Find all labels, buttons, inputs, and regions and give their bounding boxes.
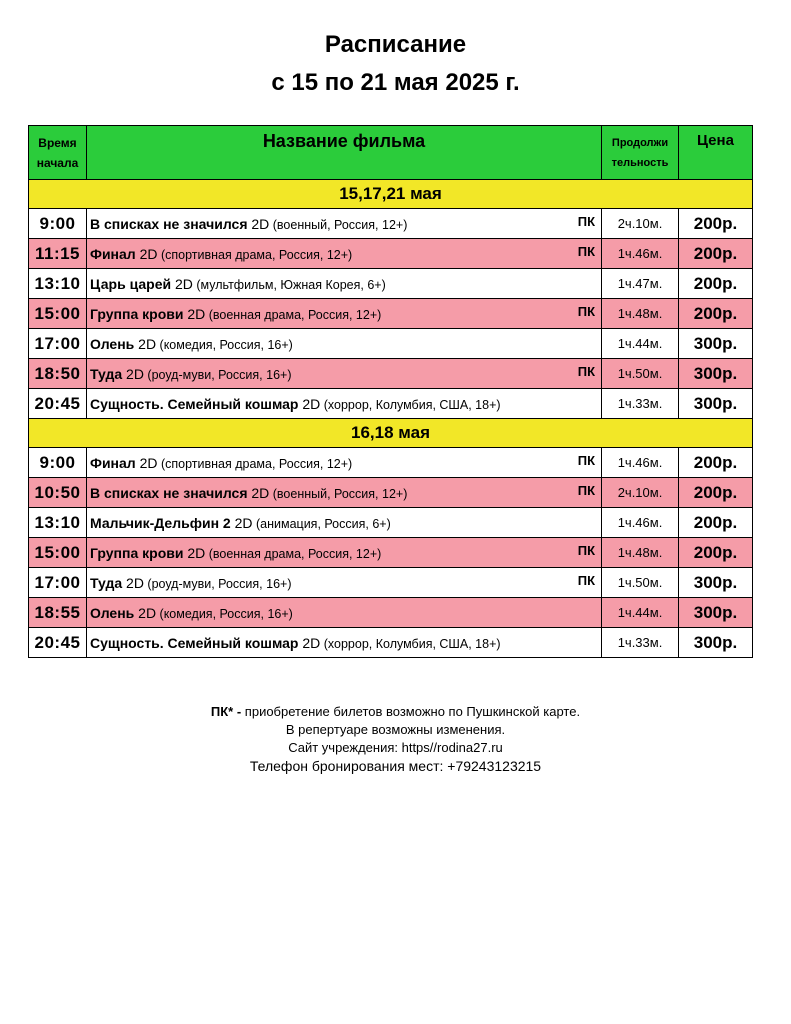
ticket-price: 200р. <box>679 239 753 269</box>
ticket-price: 200р. <box>679 269 753 299</box>
pushkin-card-badge: ПК <box>577 214 595 229</box>
duration: 1ч.46м. <box>602 239 679 269</box>
duration: 1ч.44м. <box>602 598 679 628</box>
start-time: 17:00 <box>29 568 87 598</box>
film-format: 2D <box>183 544 206 561</box>
duration: 1ч.47м. <box>602 269 679 299</box>
table-row <box>29 568 753 598</box>
pushkin-card-badge: ПК <box>577 304 595 319</box>
film-title: Группа крови <box>90 305 184 322</box>
film-format: 2D <box>122 574 144 591</box>
film-cell <box>87 478 602 508</box>
film-format: 2D <box>134 335 157 352</box>
table-row <box>29 359 753 389</box>
table-row <box>29 239 753 269</box>
duration: 1ч.48м. <box>602 538 679 568</box>
film-details: (военная драма, Россия, 12+) <box>205 546 382 561</box>
film-cell <box>87 628 602 658</box>
ticket-price: 200р. <box>679 538 753 568</box>
film-cell <box>87 598 602 628</box>
start-time: 13:10 <box>29 508 87 538</box>
booking-phone: Телефон бронирования мест: +79243123215 <box>249 758 542 774</box>
date-section-header <box>29 419 753 448</box>
ticket-price: 300р. <box>679 359 753 389</box>
film-cell <box>87 448 602 478</box>
pushkin-card-badge: ПК <box>577 453 595 468</box>
table-row <box>29 478 753 508</box>
start-time: 20:45 <box>29 389 87 419</box>
film-cell <box>87 239 602 269</box>
film-format: 2D <box>183 305 206 322</box>
table-row <box>29 329 753 359</box>
film-cell <box>87 329 602 359</box>
film-details: (военный, Россия, 12+) <box>269 486 408 501</box>
pushkin-card-badge: ПК <box>577 573 595 588</box>
film-title: Олень <box>90 335 135 352</box>
start-time: 10:50 <box>29 478 87 508</box>
table-row <box>29 538 753 568</box>
table-row <box>29 628 753 658</box>
footer-notes <box>0 703 791 775</box>
ticket-price: 300р. <box>679 628 753 658</box>
ticket-price: 300р. <box>679 598 753 628</box>
page-title: Расписание <box>324 31 467 58</box>
header-film-name: Название фильма <box>87 126 602 180</box>
pushkin-card-badge: ПК <box>577 543 595 558</box>
film-format: 2D <box>247 215 270 232</box>
film-cell <box>87 269 602 299</box>
start-time: 17:00 <box>29 329 87 359</box>
film-title: Туда <box>90 574 123 591</box>
duration: 1ч.50м. <box>602 568 679 598</box>
table-row <box>29 508 753 538</box>
section-dates: 16,18 мая <box>29 419 753 448</box>
film-title: В списках не значился <box>90 215 248 232</box>
ticket-price: 300р. <box>679 389 753 419</box>
ticket-price: 200р. <box>679 478 753 508</box>
film-title: Сущность. Семейный кошмар <box>90 395 299 412</box>
film-details: (спортивная драма, Россия, 12+) <box>157 247 353 262</box>
duration: 2ч.10м. <box>602 209 679 239</box>
start-time: 15:00 <box>29 299 87 329</box>
film-details: (военный, Россия, 12+) <box>269 217 408 232</box>
film-format: 2D <box>247 484 270 501</box>
date-section-header <box>29 180 753 209</box>
start-time: 18:50 <box>29 359 87 389</box>
film-format: 2D <box>135 245 158 262</box>
film-format: 2D <box>298 634 321 651</box>
table-row <box>29 448 753 478</box>
duration: 1ч.46м. <box>602 508 679 538</box>
film-title: Царь царей <box>90 275 172 292</box>
ticket-price: 200р. <box>679 299 753 329</box>
start-time: 9:00 <box>29 448 87 478</box>
film-details: (хоррор, Колумбия, США, 18+) <box>320 397 501 412</box>
pushkin-card-badge: ПК <box>577 364 595 379</box>
film-cell <box>87 389 602 419</box>
film-cell <box>87 568 602 598</box>
film-details: (военная драма, Россия, 12+) <box>205 307 382 322</box>
start-time: 20:45 <box>29 628 87 658</box>
film-title: Финал <box>90 245 136 262</box>
film-format: 2D <box>298 395 321 412</box>
duration: 1ч.50м. <box>602 359 679 389</box>
film-details: (комедия, Россия, 16+) <box>156 337 293 352</box>
pushkin-card-badge: ПК <box>577 244 595 259</box>
section-dates: 15,17,21 мая <box>29 180 753 209</box>
film-cell <box>87 359 602 389</box>
pushkin-card-note: ПК* - приобретение билетов возможно по Пушкинской карте. <box>210 704 581 719</box>
film-details: (хоррор, Колумбия, США, 18+) <box>320 636 501 651</box>
film-title: В списках не значился <box>90 484 248 501</box>
header-start-time: Время начала <box>29 126 87 180</box>
schedule-table <box>28 125 753 658</box>
header-price: Цена <box>679 126 753 180</box>
date-range-subtitle: с 15 по 21 мая 2025 г. <box>271 69 520 96</box>
duration: 1ч.46м. <box>602 448 679 478</box>
table-row <box>29 299 753 329</box>
start-time: 18:55 <box>29 598 87 628</box>
table-row <box>29 269 753 299</box>
film-details: (роуд-муви, Россия, 16+) <box>143 367 292 382</box>
ticket-price: 200р. <box>679 209 753 239</box>
table-row <box>29 389 753 419</box>
film-cell <box>87 209 602 239</box>
film-format: 2D <box>135 454 158 471</box>
table-row <box>29 209 753 239</box>
repertoire-changes-note: В репертуаре возможны изменения. <box>285 722 506 737</box>
film-details: (роуд-муви, Россия, 16+) <box>143 576 292 591</box>
duration: 1ч.44м. <box>602 329 679 359</box>
ticket-price: 200р. <box>679 448 753 478</box>
film-format: 2D <box>134 604 157 621</box>
film-details: (мультфильм, Южная Корея, 6+) <box>192 277 386 292</box>
start-time: 13:10 <box>29 269 87 299</box>
start-time: 11:15 <box>29 239 87 269</box>
duration: 2ч.10м. <box>602 478 679 508</box>
website-note: Сайт учреждения: https//rodina27.ru <box>288 740 503 755</box>
film-title: Сущность. Семейный кошмар <box>90 634 299 651</box>
film-cell <box>87 508 602 538</box>
film-cell <box>87 538 602 568</box>
header-duration: Продолжи тельность <box>602 126 679 180</box>
pushkin-card-badge: ПК <box>577 483 595 498</box>
film-title: Группа крови <box>90 544 184 561</box>
film-title: Туда <box>90 365 123 382</box>
film-details: (анимация, Россия, 6+) <box>252 516 391 531</box>
start-time: 15:00 <box>29 538 87 568</box>
film-details: (комедия, Россия, 16+) <box>156 606 293 621</box>
film-details: (спортивная драма, Россия, 12+) <box>157 456 353 471</box>
film-format: 2D <box>230 514 253 531</box>
film-format: 2D <box>122 365 144 382</box>
ticket-price: 300р. <box>679 568 753 598</box>
film-cell <box>87 299 602 329</box>
duration: 1ч.33м. <box>602 389 679 419</box>
table-header <box>29 126 753 180</box>
ticket-price: 200р. <box>679 508 753 538</box>
duration: 1ч.48м. <box>602 299 679 329</box>
film-title: Мальчик-Дельфин 2 <box>90 514 231 531</box>
ticket-price: 300р. <box>679 329 753 359</box>
duration: 1ч.33м. <box>602 628 679 658</box>
table-row <box>29 598 753 628</box>
film-format: 2D <box>171 275 193 292</box>
film-title: Олень <box>90 604 135 621</box>
start-time: 9:00 <box>29 209 87 239</box>
film-title: Финал <box>90 454 136 471</box>
